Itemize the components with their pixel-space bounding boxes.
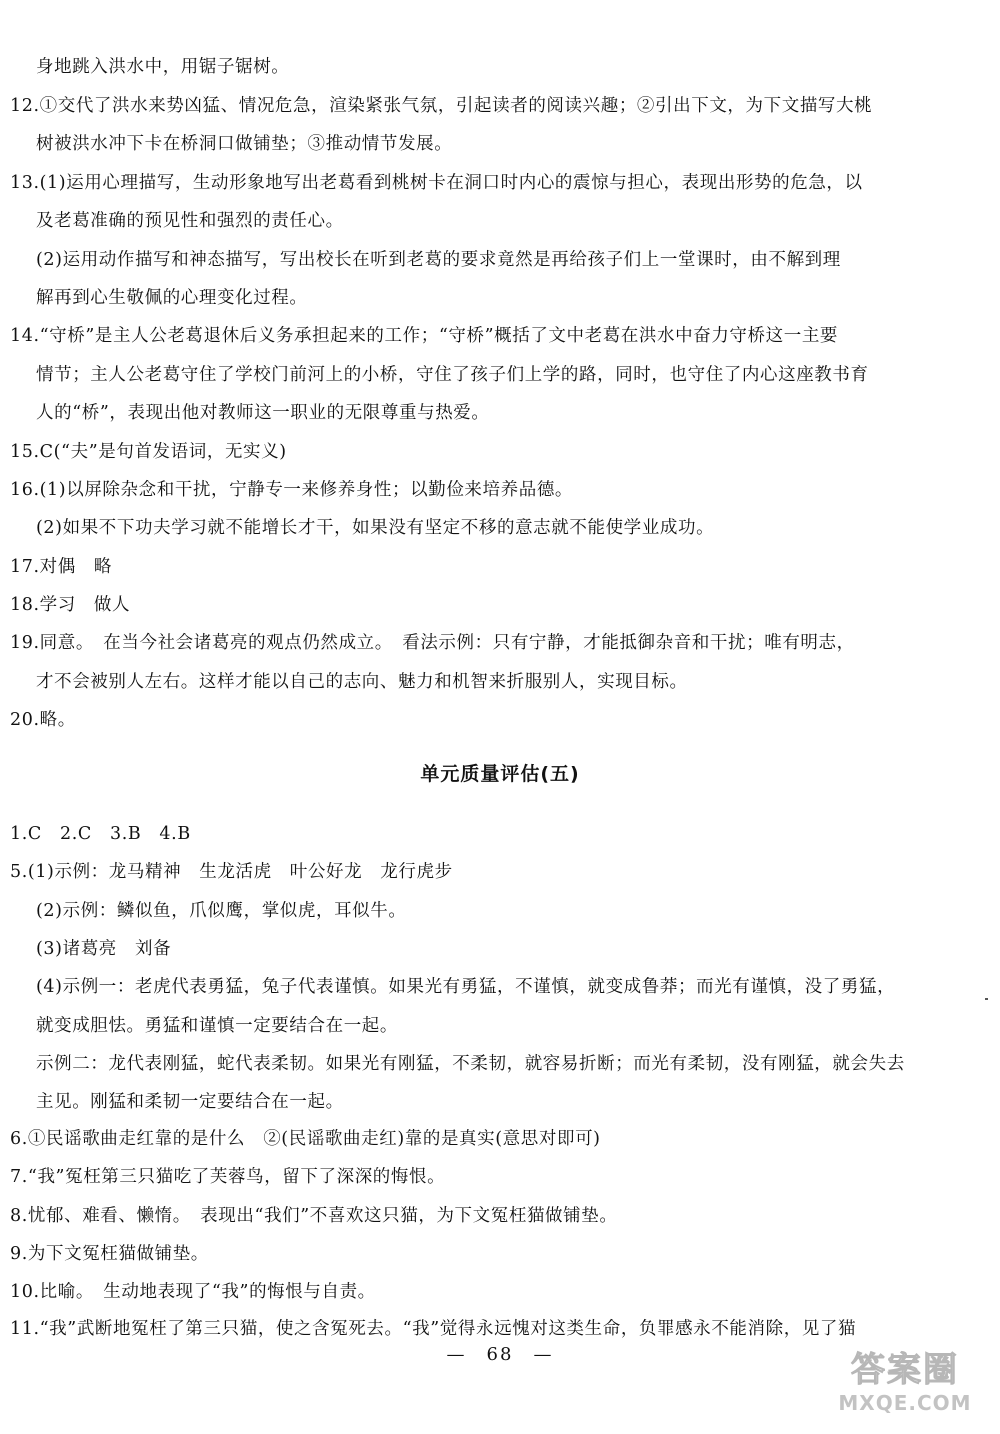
answer-line-8: 8.忧郁、难看、懒惰。 表现出“我们”不喜欢这只猫，为下文冤枉猫做铺垫。 bbox=[10, 1206, 618, 1226]
answer-line-12: 12.①交代了洪水来势凶猛、情况危急，渲染紧张气氛，引起读者的阅读兴趣；②引出下文，为下文描写大桃 bbox=[10, 96, 873, 116]
answer-line: 解再到心生敬佩的心理变化过程。 bbox=[36, 288, 308, 308]
answer-line-7: 7.“我”冤枉第三只猫吃了芙蓉鸟，留下了深深的悔恨。 bbox=[10, 1167, 446, 1187]
answer-line: 身地跳入洪水中，用锯子锯树。 bbox=[36, 57, 290, 77]
answer-line: (4)示例一：老虎代表勇猛，兔子代表谨慎。如果光有勇猛，不谨慎，就变成鲁莽；而光有谨慎，没了勇猛， bbox=[36, 977, 896, 997]
watermark-url: MXQE.COM bbox=[838, 1391, 972, 1415]
answer-line: 人的“桥”，表现出他对教师这一职业的无限尊重与热爱。 bbox=[36, 403, 490, 423]
answer-line: 情节；主人公老葛守住了学校门前河上的小桥，守住了孩子们上学的路，同时，也守住了内心这座教书育 bbox=[36, 365, 869, 385]
answer-line: (2)如果不下功夫学习就不能增长才干，如果没有坚定不移的意志就不能使学业成功。 bbox=[36, 518, 715, 538]
answer-line-10: 10.比喻。 生动地表现了“我”的悔恨与自责。 bbox=[10, 1282, 376, 1302]
answer-line-20: 20.略。 bbox=[10, 710, 76, 730]
page-number: — 68 — bbox=[446, 1344, 554, 1365]
answer-line: (2)示例：鳞似鱼，爪似鹰，掌似虎，耳似牛。 bbox=[36, 901, 407, 921]
answer-line-11: 11.“我”武断地冤枉了第三只猫，使之含冤死去。“我”觉得永远愧对这类生命，负罪感永不能消除，见了猫 bbox=[10, 1319, 857, 1339]
answer-line-13: 13.(1)运用心理描写，生动形象地写出老葛看到桃树卡在洞口时内心的震惊与担心，表现出形势的危急，以 bbox=[10, 173, 863, 193]
answer-line: 就变成胆怯。勇猛和谨慎一定要结合在一起。 bbox=[36, 1016, 398, 1036]
scan-speck bbox=[985, 998, 988, 1000]
answer-line-9: 9.为下文冤枉猫做铺垫。 bbox=[10, 1244, 209, 1264]
answer-line-19: 19.同意。 在当今社会诸葛亮的观点仍然成立。 看法示例：只有宁静，才能抵御杂音和干扰；唯有明志， bbox=[10, 633, 855, 653]
watermark-logo bbox=[820, 1350, 990, 1430]
answer-line-5: 5.(1)示例：龙马精神 生龙活虎 叶公好龙 龙行虎步 bbox=[10, 862, 453, 882]
answer-line: (2)运用动作描写和神态描写，写出校长在听到老葛的要求竟然是再给孩子们上一堂课时，由不解到理 bbox=[36, 250, 841, 270]
section-heading: 单元质量评估(五) bbox=[420, 763, 580, 785]
answer-line: 及老葛准确的预见性和强烈的责任心。 bbox=[36, 211, 344, 231]
answer-line: 才不会被别人左右。这样才能以自己的志向、魅力和机智来折服别人，实现目标。 bbox=[36, 672, 688, 692]
watermark-title: 答案圈 bbox=[851, 1350, 959, 1390]
answer-line-15: 15.C(“夫”是句首发语词，无实义) bbox=[10, 442, 287, 462]
answer-line-16: 16.(1)以屏除杂念和干扰，宁静专一来修养身性；以勤俭来培养品德。 bbox=[10, 480, 574, 500]
answer-line-18: 18.学习 做人 bbox=[10, 595, 131, 615]
answer-line: 示例二：龙代表刚猛，蛇代表柔韧。如果光有刚猛，不柔韧，就容易折断；而光有柔韧，没有刚猛，就会失去 bbox=[36, 1054, 905, 1074]
answer-line-17: 17.对偶 略 bbox=[10, 557, 113, 577]
answer-line-6: 6.①民谣歌曲走红靠的是什么 ②(民谣歌曲走红)靠的是真实(意思对即可) bbox=[10, 1129, 601, 1149]
answer-line: 主见。刚猛和柔韧一定要结合在一起。 bbox=[36, 1092, 344, 1112]
answer-line-1-4: 1.C 2.C 3.B 4.B bbox=[10, 824, 191, 844]
answer-line-14: 14.“守桥”是主人公老葛退休后义务承担起来的工作；“守桥”概括了文中老葛在洪水中奋力守桥这一主要 bbox=[10, 326, 839, 346]
answer-line: 树被洪水冲下卡在桥洞口做铺垫；③推动情节发展。 bbox=[36, 134, 453, 154]
answer-line: (3)诸葛亮 刘备 bbox=[36, 939, 172, 959]
